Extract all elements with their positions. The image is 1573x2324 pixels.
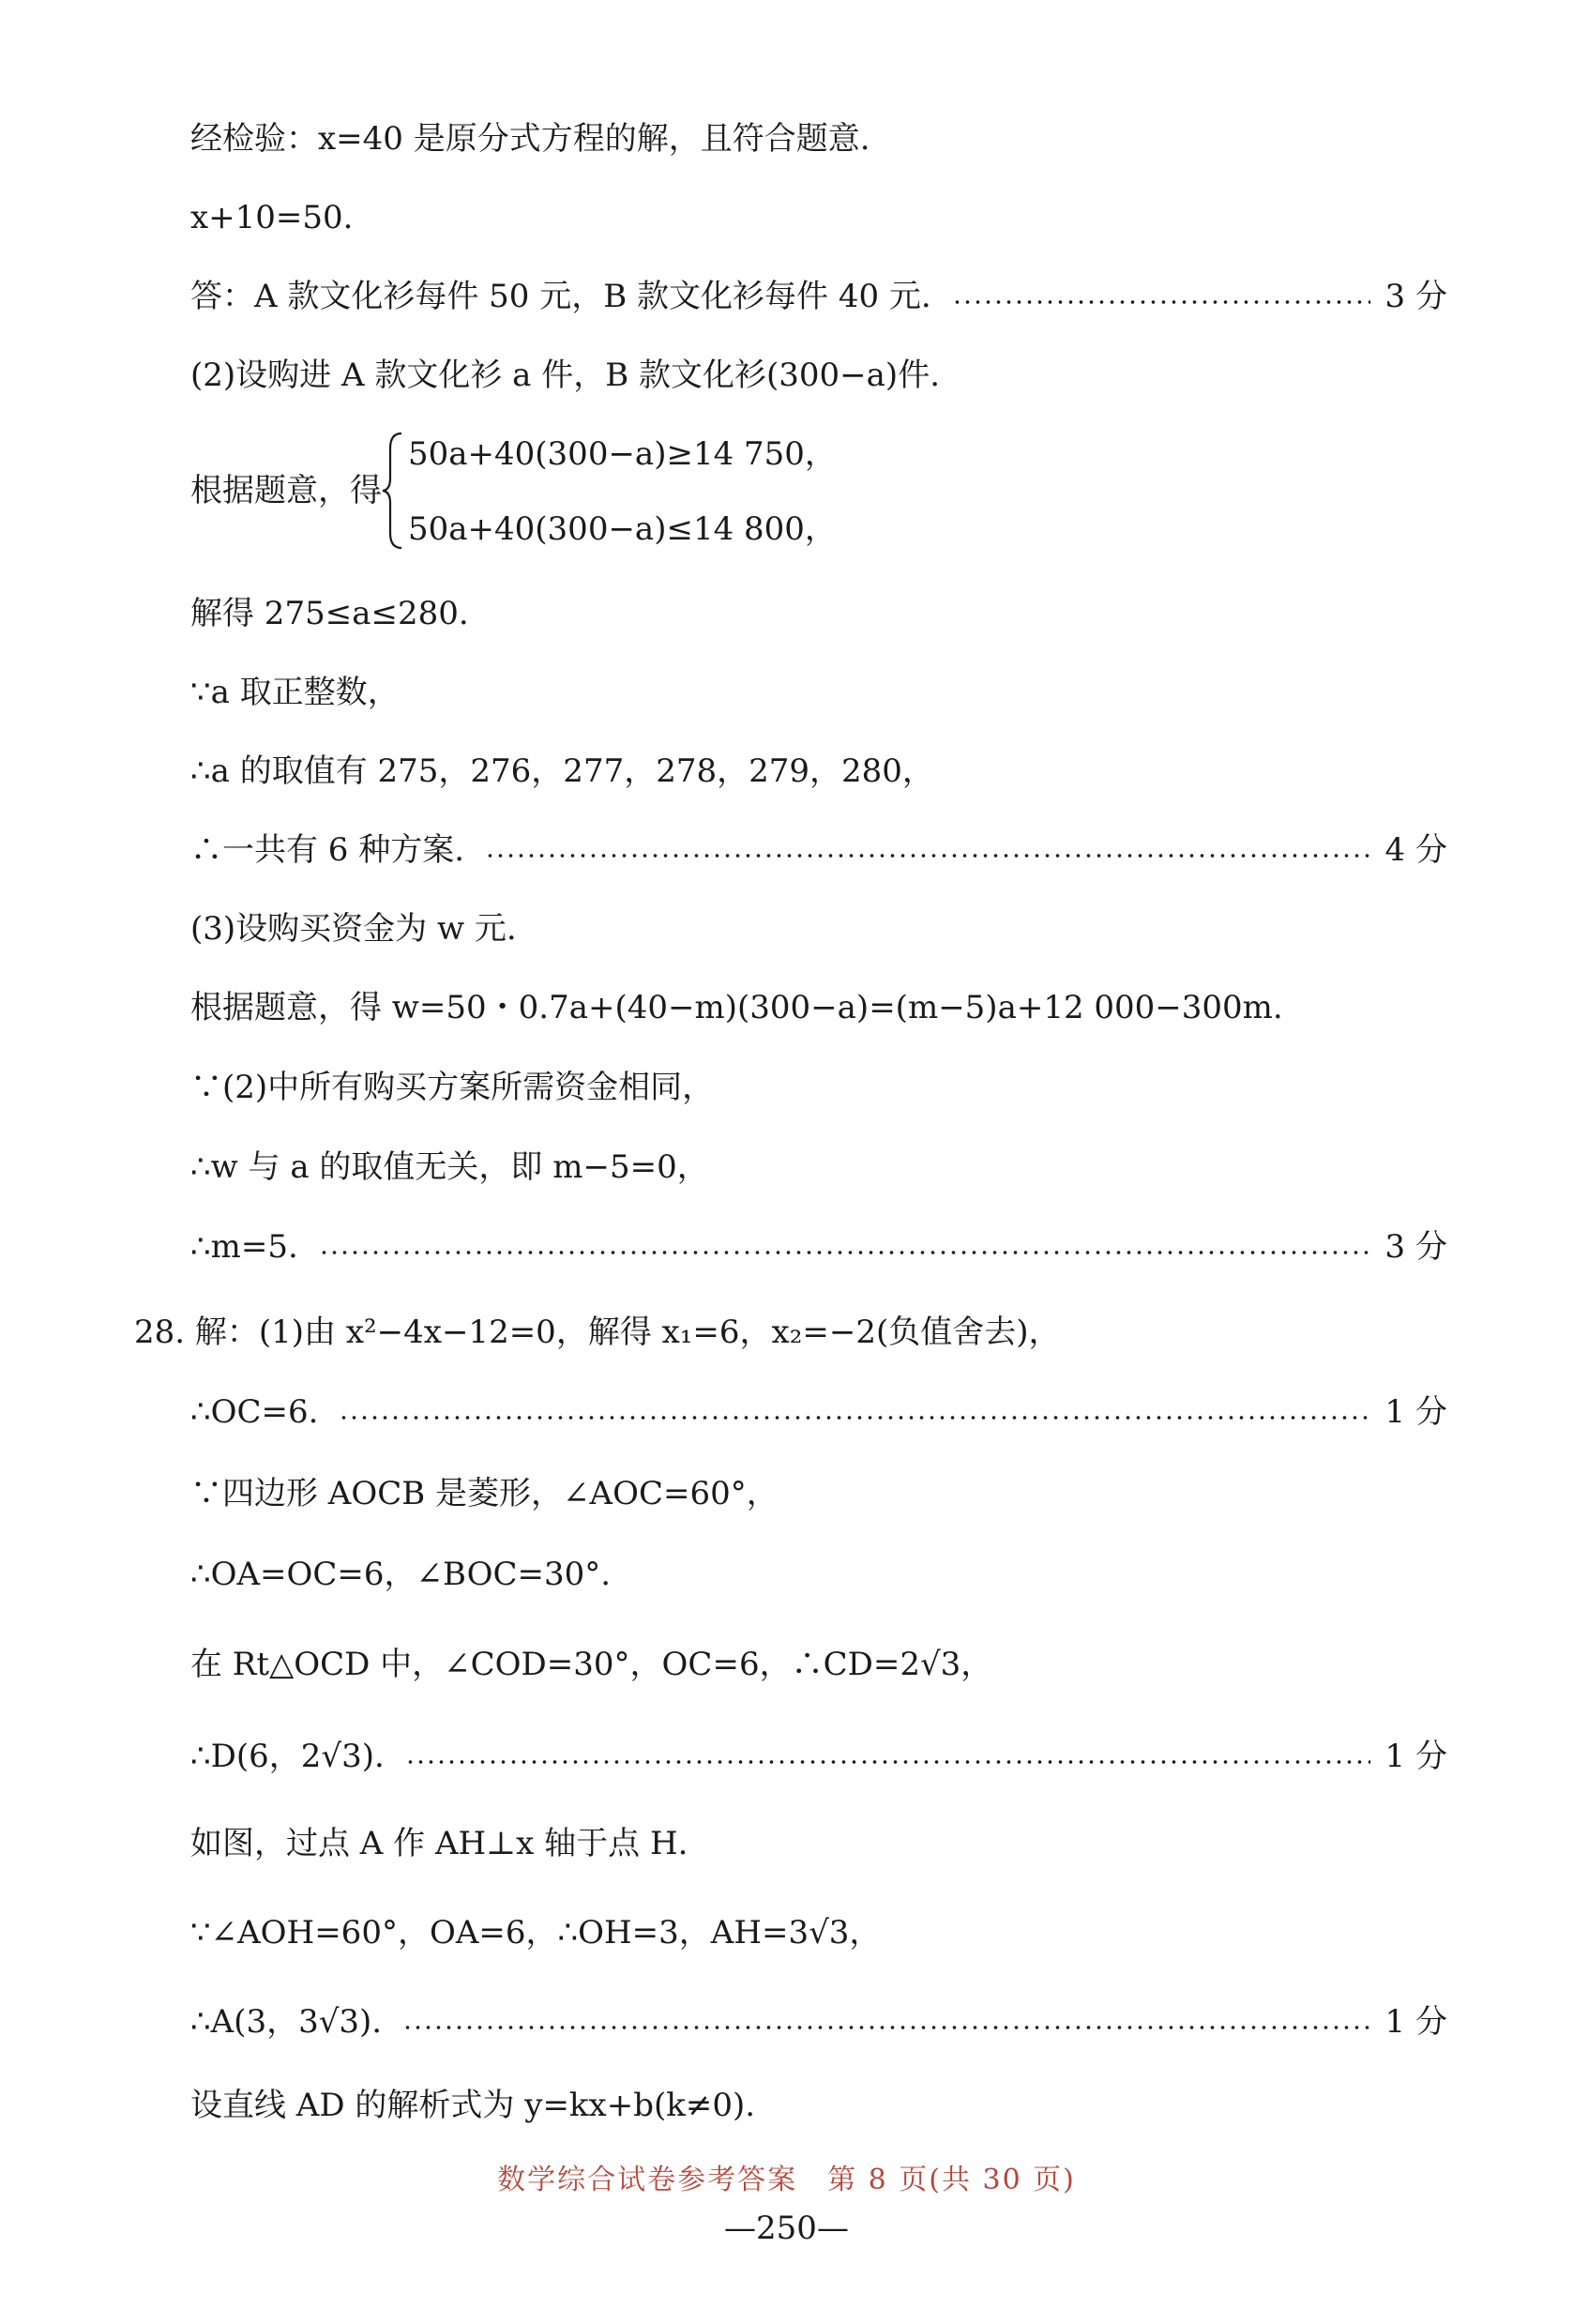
text-line-scored bbox=[190, 1736, 1447, 1777]
text-line bbox=[190, 1473, 1447, 1514]
system-lead-text: 根据题意，得 bbox=[190, 472, 382, 509]
line-text: ∴OA=OC=6，∠BOC=30°. bbox=[190, 1556, 612, 1593]
text-line bbox=[190, 1912, 1447, 1953]
text-line bbox=[190, 355, 1447, 396]
line-text: ∴A(3，3√3). bbox=[190, 2003, 383, 2041]
score-label: 4 分 bbox=[1384, 831, 1447, 869]
dot-leader bbox=[319, 1250, 1370, 1255]
text-line bbox=[190, 908, 1447, 949]
text-line-scored bbox=[190, 829, 1447, 871]
line-text: x+10=50. bbox=[190, 199, 354, 236]
line-text: 在 Rt△OCD 中，∠COD=30°，OC=6，∴CD=2√3， bbox=[190, 1646, 993, 1683]
score-label: 1 分 bbox=[1384, 2003, 1447, 2041]
line-text: ∴一共有 6 种方案. bbox=[190, 831, 465, 869]
score-label: 1 分 bbox=[1384, 1738, 1447, 1775]
line-text: (3)设购买资金为 w 元. bbox=[190, 910, 517, 948]
line-text: 解得 275≤a≤280. bbox=[190, 595, 469, 632]
text-line-scored bbox=[190, 2001, 1447, 2043]
text-line-scored bbox=[190, 1226, 1447, 1268]
inequality-2: 50a+40(300−a)≤14 800， bbox=[408, 510, 837, 548]
line-text: 经检验：x=40 是原分式方程的解，且符合题意. bbox=[190, 120, 870, 158]
score-label: 3 分 bbox=[1384, 1228, 1447, 1266]
page-number: —250— bbox=[724, 2210, 849, 2247]
dot-leader bbox=[405, 1759, 1370, 1765]
score-label: 3 分 bbox=[1384, 278, 1447, 315]
text-line bbox=[190, 118, 1447, 159]
line-text: (2)设购进 A 款文化衫 a 件，B 款文化衫(300−a)件. bbox=[190, 357, 940, 394]
dot-leader bbox=[402, 2025, 1369, 2030]
text-line bbox=[190, 1147, 1447, 1188]
line-text: ∴w 与 a 的取值无关，即 m−5=0， bbox=[190, 1148, 709, 1186]
line-text: 如图，过点 A 作 AH⊥x 轴于点 H. bbox=[190, 1825, 688, 1862]
line-text: ∵(2)中所有购买方案所需资金相同， bbox=[190, 1069, 715, 1106]
text-line bbox=[190, 593, 1447, 634]
score-label: 1 分 bbox=[1384, 1393, 1447, 1431]
line-text: 根据题意，得 w=50・0.7a+(40−m)(300−a)=(m−5)a+12 000−300m. bbox=[190, 989, 1283, 1026]
text-line bbox=[190, 2085, 1447, 2126]
line-text: ∴a 的取值有 275，276，277，278，279，280， bbox=[190, 752, 934, 790]
line-text: ∴OC=6. bbox=[190, 1393, 319, 1431]
text-line bbox=[190, 1644, 1447, 1685]
text-line bbox=[190, 197, 1447, 238]
line-text: 28. 解：(1)由 x²−4x−12=0，解得 x₁=6，x₂=−2(负值舍去)， bbox=[134, 1314, 1061, 1351]
line-text: 设直线 AD 的解析式为 y=kx+b(k≠0). bbox=[190, 2087, 756, 2124]
line-text: 答：A 款文化衫每件 50 元，B 款文化衫每件 40 元. bbox=[190, 278, 931, 315]
page-footer: 数学综合试卷参考答案 第 8 页(共 30 页) bbox=[497, 2164, 1076, 2196]
dot-leader bbox=[952, 299, 1370, 305]
text-line-scored bbox=[190, 276, 1447, 317]
line-text: ∴D(6，2√3). bbox=[190, 1738, 385, 1775]
inequality-system bbox=[190, 430, 1128, 552]
text-line bbox=[190, 1554, 1447, 1595]
left-brace-icon bbox=[381, 430, 405, 552]
text-line bbox=[190, 751, 1447, 792]
text-line-scored bbox=[190, 1391, 1447, 1433]
line-text: ∵a 取正整数， bbox=[190, 674, 400, 711]
dot-leader bbox=[339, 1415, 1369, 1420]
question-28-header bbox=[134, 1312, 1447, 1353]
text-line bbox=[190, 1067, 1447, 1108]
text-line bbox=[190, 672, 1447, 713]
inequality-1: 50a+40(300−a)≥14 750， bbox=[408, 435, 837, 473]
text-line bbox=[190, 987, 1447, 1028]
dot-leader bbox=[485, 853, 1369, 858]
line-text: ∴m=5. bbox=[190, 1228, 298, 1266]
line-text: ∵∠AOH=60°，OA=6，∴OH=3，AH=3√3， bbox=[190, 1914, 882, 1952]
text-line bbox=[190, 1823, 1447, 1864]
line-text: ∵四边形 AOCB 是菱形，∠AOC=60°， bbox=[190, 1475, 779, 1512]
